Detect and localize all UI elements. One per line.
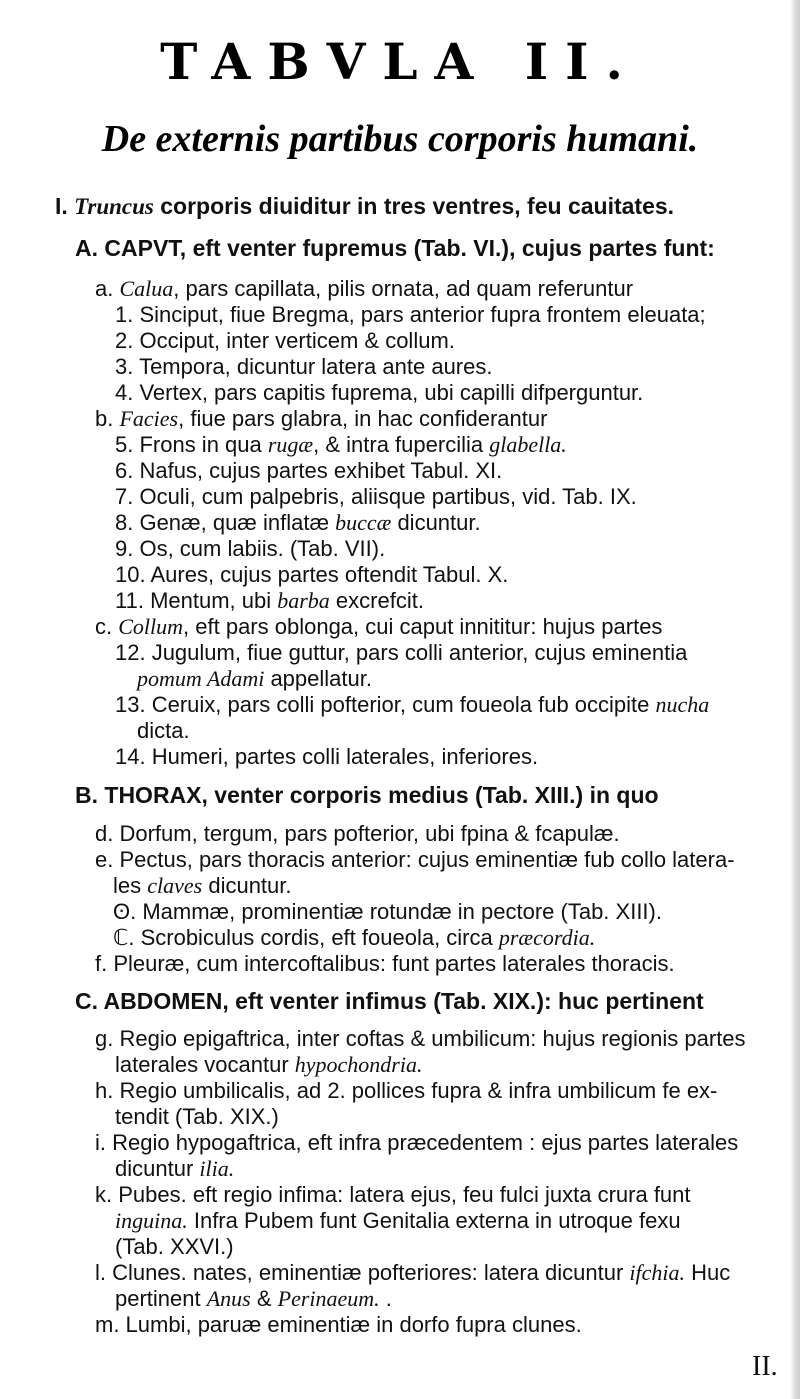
text-line <box>95 613 662 641</box>
text-segment: 1. Sinciput, fiue Bregma, pars anterior fupra frontem eleuata; <box>115 302 706 327</box>
text-line <box>115 379 643 407</box>
text-segment: 14. Humeri, partes colli laterales, inferiores. <box>115 744 539 769</box>
italic-term: Anus <box>206 1286 251 1311</box>
italic-term: rugæ <box>267 432 314 457</box>
text-segment: d. Dorfum, tergum, pars pofterior, ubi fpina & fcapulæ. <box>95 821 620 846</box>
text-line <box>95 820 620 848</box>
text-segment: b. <box>95 406 120 431</box>
text-line <box>115 561 508 589</box>
text-segment: 7. Oculi, cum palpebris, aliisque partibus, vid. Tab. IX. <box>115 484 637 509</box>
italic-term: præcordia. <box>498 925 596 950</box>
text-line <box>95 275 633 303</box>
text-segment: 9. Os, cum labiis. (Tab. VII). <box>115 536 386 561</box>
text-line <box>115 509 481 537</box>
text-segment: 3. Tempora, dicuntur latera ante aures. <box>115 354 493 379</box>
italic-term: nucha <box>655 692 710 717</box>
text-segment: m. Lumbi, paruæ eminentiæ in dorfo fupra clunes. <box>95 1312 582 1337</box>
text-line <box>95 846 735 874</box>
text-line <box>137 717 190 745</box>
text-segment: 12. Jugulum, fiue guttur, pars colli anterior, cujus eminentia <box>115 640 688 665</box>
text-segment: k. Pubes. eft regio infima: latera ejus, feu fulci juxta crura funt <box>95 1182 691 1207</box>
text-line <box>95 1077 717 1105</box>
text-segment: h. Regio umbilicalis, ad 2. pollices fupra & infra umbilicum fe ex- <box>95 1078 718 1103</box>
text-line <box>113 872 292 900</box>
text-segment: f. Pleuræ, cum intercoftalibus: funt partes laterales thoracis. <box>95 951 675 976</box>
text-segment: e. Pectus, pars thoracis anterior: cujus eminentiæ fub collo latera- <box>95 847 735 872</box>
page-title: TABVLA II. <box>160 32 640 91</box>
text-segment: l. Clunes. nates, eminentiæ pofteriores: latera dicuntur <box>95 1260 630 1285</box>
text-line <box>55 192 674 221</box>
text-line <box>115 327 455 355</box>
text-line <box>115 1051 422 1079</box>
text-segment: (Tab. XXVI.) <box>115 1234 234 1259</box>
italic-term: pomum Adami <box>137 666 265 691</box>
text-line <box>115 1207 681 1235</box>
text-line <box>115 301 706 329</box>
text-segment: les <box>113 873 148 898</box>
text-line <box>115 535 385 563</box>
text-segment: dicta. <box>137 718 190 743</box>
text-line <box>95 1259 730 1287</box>
text-segment: , & intra fupercilia <box>313 432 490 457</box>
text-line <box>115 743 538 771</box>
italic-term: Collum <box>118 614 184 639</box>
text-segment: ʘ. Mammæ, prominentiæ rotundæ in pectore (Tab. XIII). <box>113 899 662 924</box>
italic-term: barba <box>277 588 330 613</box>
text-segment: 4. Vertex, pars capitis fuprema, ubi capilli difperguntur. <box>115 380 644 405</box>
italic-term: ifchia. <box>629 1260 685 1285</box>
page-subtitle: De externis partibus corporis humani. <box>101 118 699 160</box>
text-line <box>95 1181 691 1209</box>
text-segment: a. <box>95 276 120 301</box>
text-segment: i. Regio hypogaftrica, eft infra præcedentem : ejus partes laterales <box>95 1130 739 1155</box>
text-line <box>95 405 547 433</box>
text-line <box>115 431 567 459</box>
text-segment: ℂ. Scrobiculus cordis, eft foueola, circa <box>113 925 499 950</box>
text-line <box>115 1155 234 1183</box>
text-segment: , eft pars oblonga, cui caput innititur: hujus partes <box>183 614 663 639</box>
text-segment: , fiue pars glabra, in hac confiderantur <box>178 406 548 431</box>
text-line <box>75 781 659 809</box>
text-line <box>95 950 675 978</box>
italic-term: Perinaeum. <box>277 1286 380 1311</box>
italic-term: hypochondria. <box>294 1052 423 1077</box>
text-segment: appellatur. <box>264 666 372 691</box>
text-line <box>115 1103 279 1131</box>
catchword: II. <box>752 1351 778 1382</box>
text-segment: c. <box>95 614 119 639</box>
text-line <box>113 924 595 952</box>
italic-term: Truncus <box>74 194 154 219</box>
text-line <box>95 1311 582 1339</box>
text-segment: 5. Frons in qua <box>115 432 268 457</box>
text-segment: C. ABDOMEN, eft venter infimus (Tab. XIX.): huc pertinent <box>75 988 704 1014</box>
text-line <box>113 898 662 926</box>
text-line <box>137 665 372 693</box>
text-segment: tendit (Tab. XIX.) <box>115 1104 279 1129</box>
italic-term: glabella. <box>489 432 567 457</box>
text-line <box>115 587 424 615</box>
text-line <box>115 353 492 381</box>
text-segment: g. Regio epigaftrica, inter coftas & umbilicum: hujus regionis partes <box>95 1026 746 1051</box>
text-line <box>115 1233 234 1261</box>
text-segment: corporis diuiditur in tres ventres, feu cauitates. <box>153 193 675 219</box>
text-line <box>115 1285 392 1313</box>
text-segment: Infra Pubem funt Genitalia externa in utroque fexu <box>187 1208 681 1233</box>
italic-term: Facies <box>119 406 179 431</box>
text-segment: , pars capillata, pilis ornata, ad quam referuntur <box>173 276 634 301</box>
text-line <box>75 987 704 1015</box>
text-line <box>75 234 715 262</box>
italic-term: ilia. <box>199 1156 235 1181</box>
text-segment: dicuntur. <box>202 873 292 898</box>
text-segment: 2. Occiput, inter verticem & collum. <box>115 328 455 353</box>
text-segment: pertinent <box>115 1286 207 1311</box>
text-segment: Huc <box>685 1260 731 1285</box>
italic-term: buccæ <box>335 510 392 535</box>
text-line <box>115 691 709 719</box>
text-segment: laterales vocantur <box>115 1052 295 1077</box>
text-segment: 13. Ceruix, pars colli pofterior, cum foueola fub occipite <box>115 692 656 717</box>
text-line <box>115 483 637 511</box>
text-line <box>95 1129 738 1157</box>
text-segment: & <box>250 1286 278 1311</box>
italic-term: inguina. <box>115 1208 188 1233</box>
text-segment: A. CAPVT, eft venter fupremus (Tab. VI.), cujus partes funt: <box>75 235 715 261</box>
text-segment: . <box>379 1286 392 1311</box>
italic-term: Calua <box>119 276 174 301</box>
text-line <box>95 1025 746 1053</box>
text-line <box>115 457 502 485</box>
text-segment: 11. Mentum, ubi <box>115 588 278 613</box>
text-segment: B. THORAX, venter corporis medius (Tab. XIII.) in quo <box>75 782 659 808</box>
text-segment: I. <box>55 193 75 219</box>
page-edge-shadow <box>790 0 800 1399</box>
text-segment: 8. Genæ, quæ inflatæ <box>115 510 336 535</box>
text-segment: excrefcit. <box>329 588 424 613</box>
text-segment: dicuntur <box>115 1156 200 1181</box>
text-segment: dicuntur. <box>391 510 481 535</box>
italic-term: claves <box>147 873 203 898</box>
text-segment: 10. Aures, cujus partes oftendit Tabul. X. <box>115 562 509 587</box>
text-line <box>115 639 687 667</box>
text-segment: 6. Nafus, cujus partes exhibet Tabul. XI. <box>115 458 503 483</box>
